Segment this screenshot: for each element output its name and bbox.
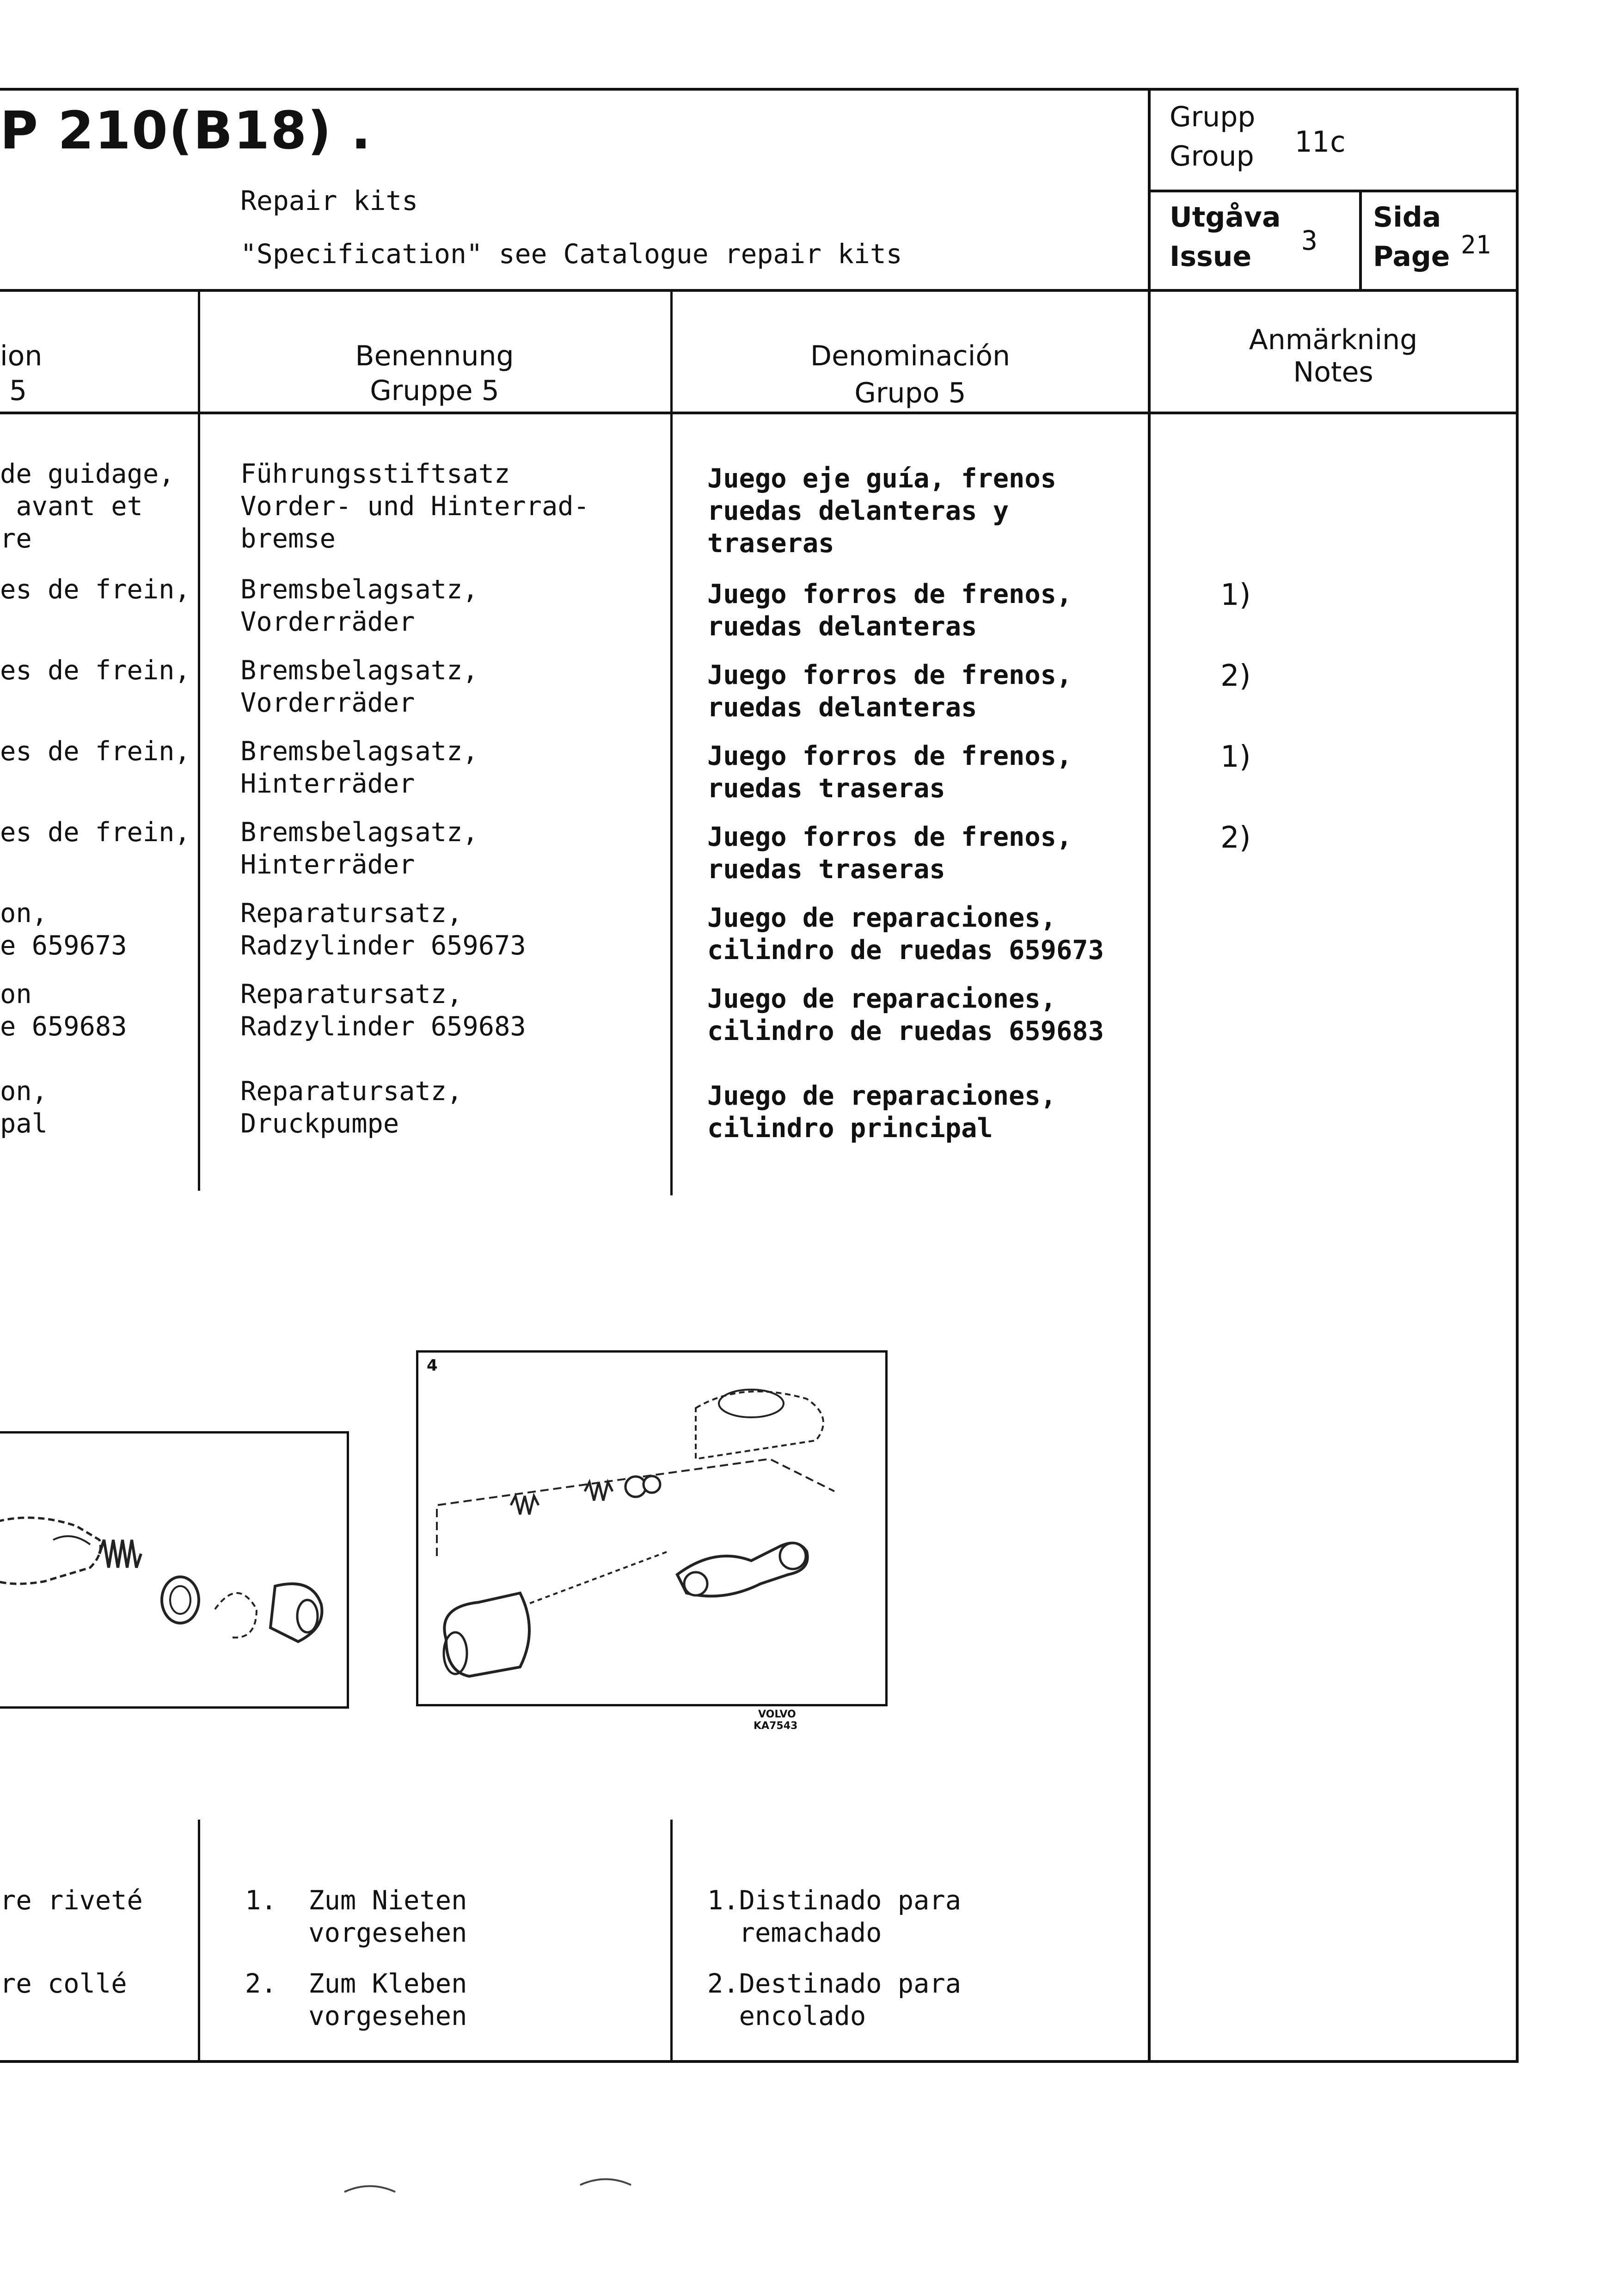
page-label-sv: Sida (1373, 201, 1441, 234)
footnote-de-2: 2. Zum Kleben vorgesehen (245, 1969, 467, 2031)
row4-fr: es de frein, (0, 736, 190, 767)
row8-fr: on, pal (0, 1076, 48, 1139)
row2-fr: es de frein, (0, 574, 190, 605)
right-border (1516, 88, 1519, 2062)
row7-es: Juego de reparaciones, cilindro de ruedas 659683 (707, 984, 1104, 1046)
master-cylinder-kit-illustration (418, 1353, 885, 1704)
figure-code-brand: VOLVO (758, 1709, 796, 1720)
subtitle-specification: "Specification" see Catalogue repair kits (240, 238, 902, 270)
col-divider-2 (670, 289, 673, 1195)
row5-de: Bremsbelagsatz, Hinterräder (240, 817, 478, 880)
group-box-divider (1148, 190, 1518, 192)
footnote-de-1: 1. Zum Nieten vorgesehen (245, 1885, 467, 1948)
page-value: 21 (1461, 230, 1491, 259)
row2-es: Juego forros de frenos, ruedas delanteras (707, 579, 1072, 642)
col4-header-1: Anmärkning (1249, 324, 1418, 356)
footnote-es-2: 2.Destinado para encolado (707, 1969, 962, 2031)
issue-label-sv: Utgåva (1170, 201, 1281, 234)
footnote-fr-1: re riveté (0, 1885, 143, 1916)
row6-fr: on, e 659673 (0, 898, 127, 961)
master-cylinder-kit-figure (416, 1350, 888, 1706)
row3-fr: es de frein, (0, 655, 190, 686)
wheel-cylinder-kit-illustration (0, 1434, 347, 1706)
row3-note: 2) (1220, 659, 1251, 693)
row1-fr: de guidage, avant et re (0, 459, 175, 554)
row3-es: Juego forros de frenos, ruedas delanteras (707, 660, 1072, 723)
row8-es: Juego de reparaciones, cilindro principal (707, 1081, 1056, 1144)
figure-number: 4 (427, 1356, 438, 1375)
row1-es: Juego eje guía, frenos ruedas delanteras y traseras (707, 463, 1056, 559)
row2-note: 1) (1220, 578, 1251, 612)
row5-es: Juego forros de frenos, ruedas traseras (707, 822, 1072, 885)
row5-note: 2) (1220, 821, 1251, 855)
row6-de: Reparatursatz, Radzylinder 659673 (240, 898, 526, 961)
figure-code-number: KA7543 (754, 1720, 798, 1732)
footnote-es-1: 1.Distinado para remachado (707, 1885, 962, 1948)
row5-fr: es de frein, (0, 817, 190, 848)
row4-note: 1) (1220, 740, 1251, 774)
group-label-en: Group (1170, 140, 1254, 172)
page-title: P 210(B18) . (0, 101, 372, 161)
header-divider (0, 289, 1519, 292)
issue-value: 3 (1301, 225, 1318, 256)
row8-de: Reparatursatz, Druckpumpe (240, 1076, 463, 1139)
footnote-fr-2: re collé (0, 1969, 127, 1999)
row4-es: Juego forros de frenos, ruedas traseras (707, 741, 1072, 804)
col-divider-1-foot (198, 1820, 200, 2062)
col3-header-2: Grupo 5 (854, 377, 966, 409)
wheel-cylinder-kit-figure (0, 1431, 349, 1709)
scan-mark-left (342, 2180, 398, 2194)
row2-de: Bremsbelagsatz, Vorderräder (240, 574, 478, 637)
scan-mark-right (578, 2173, 633, 2187)
col-divider-1 (198, 289, 200, 1191)
col1-header-1: ion (0, 340, 43, 372)
col4-header-2: Notes (1293, 356, 1373, 388)
col2-header-1: Benennung (355, 340, 514, 372)
bottom-border (0, 2060, 1519, 2063)
issue-label-en: Issue (1170, 240, 1252, 273)
col-divider-2-foot (670, 1820, 673, 2062)
row6-es: Juego de reparaciones, cilindro de ruedas 659673 (707, 903, 1104, 966)
page-box-divider (1359, 190, 1362, 290)
group-label-sv: Grupp (1170, 101, 1256, 133)
top-border (0, 88, 1519, 91)
subtitle-repair-kits: Repair kits (240, 185, 418, 216)
row3-de: Bremsbelagsatz, Vorderräder (240, 655, 478, 718)
col1-header-2: 5 (9, 375, 27, 407)
row7-fr: on e 659683 (0, 979, 127, 1042)
column-header-divider (0, 412, 1519, 414)
row1-de: Führungsstiftsatz Vorder- und Hinterrad- bremse (240, 459, 589, 554)
row7-de: Reparatursatz, Radzylinder 659683 (240, 979, 526, 1042)
group-value: 11c (1294, 125, 1346, 159)
page-label-en: Page (1373, 240, 1450, 273)
col2-header-2: Gruppe 5 (370, 375, 499, 407)
row4-de: Bremsbelagsatz, Hinterräder (240, 736, 478, 799)
col3-header-1: Denominación (810, 340, 1011, 372)
